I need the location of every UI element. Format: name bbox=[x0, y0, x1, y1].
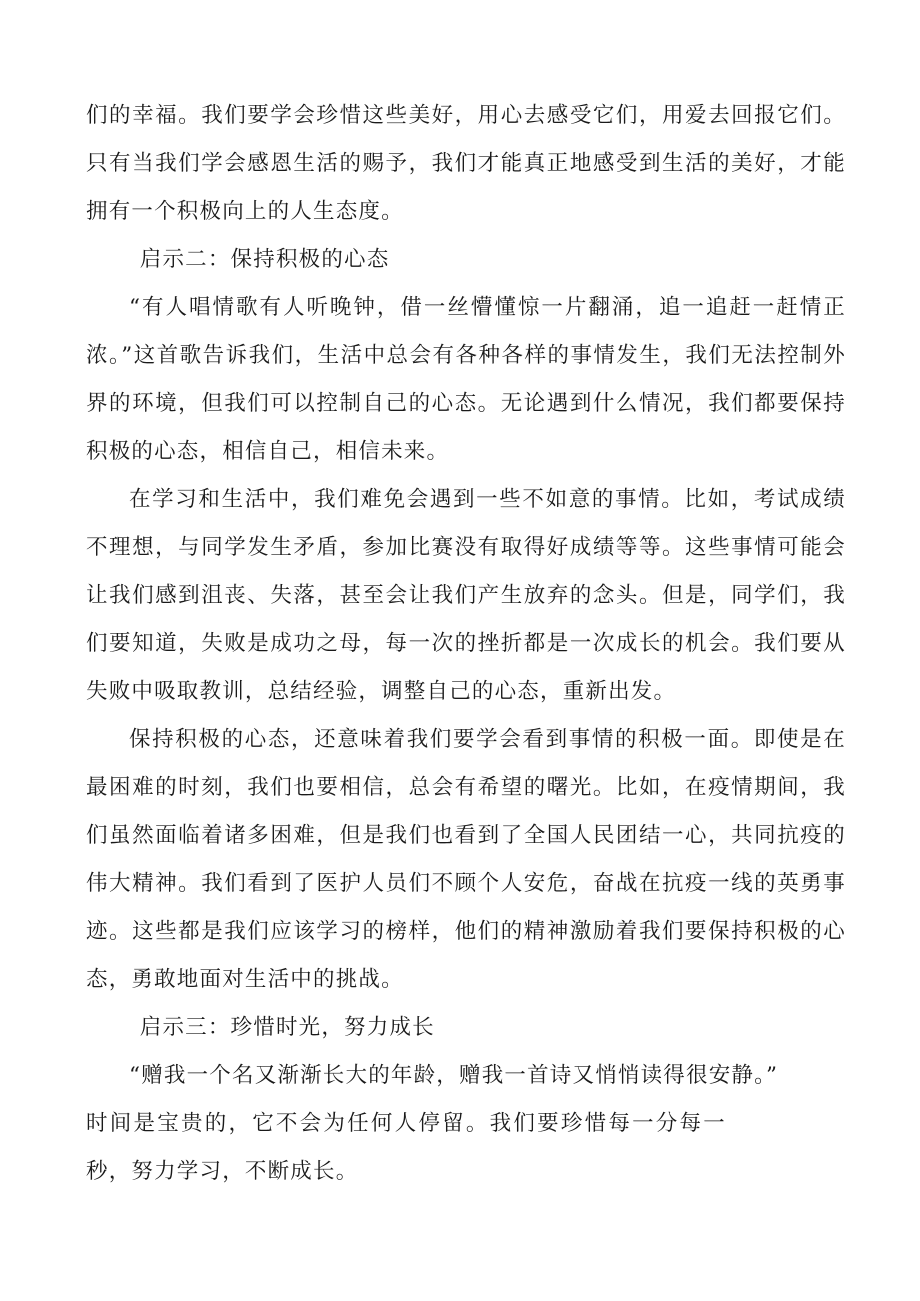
paragraph-positive-side: 保持积极的心态，还意味着我们要学会看到事情的积极一面。即使是在最困难的时刻，我们也要相信，总会有希望的曙光。比如，在疫情期间，我们虽然面临着诸多困难，但是我们也看到了全国人民团结一心，共同抗疫的伟大精神。我们看到了医护人员们不顾个人安危，奋战在抗疫一线的英勇事迹。这些都是我们应该学习的榜样，他们的精神激励着我们要保持积极的心态，勇敢地面对生活中的挑战。 bbox=[86, 727, 846, 992]
section-heading-2: 启示二：保持积极的心态 bbox=[139, 247, 390, 272]
paragraph-song-quote-1: “有人唱情歌有人听晚钟，借一丝懵懂惊一片翻涌，追一追赶一赶情正浓。”这首歌告诉我们，生活中总会有各种各样的事情发生，我们无法控制外界的环境，但我们可以控制自己的心态。无论遇到什么情况，我们都要保持积极的心态，相信自己，相信未来。 bbox=[86, 295, 846, 464]
paragraph-gratitude-end: 们的幸福。我们要学会珍惜这些美好，用心去感受它们，用爱去回报它们。只有当我们学会感恩生活的赐予，我们才能真正地感受到生活的美好，才能拥有一个积极向上的人生态度。 bbox=[86, 103, 846, 224]
document-page bbox=[86, 92, 846, 1196]
paragraph-cherish-time: 时间是宝贵的，它不会为任何人停留。我们要珍惜每一分每一秒，努力学习，不断成长。 bbox=[86, 1111, 726, 1184]
section-heading-3: 启示三：珍惜时光，努力成长 bbox=[139, 1015, 435, 1040]
paragraph-song-quote-2: “赠我一个名又渐渐长大的年龄，赠我一首诗又悄悄读得很安静。” bbox=[129, 1063, 779, 1088]
paragraph-setbacks: 在学习和生活中，我们难免会遇到一些不如意的事情。比如，考试成绩不理想，与同学发生矛盾，参加比赛没有取得好成绩等等。这些事情可能会让我们感到沮丧、失落，甚至会让我们产生放弃的念头。但是，同学们，我们要知道，失败是成功之母，每一次的挫折都是一次成长的机会。我们要从失败中吸取教训，总结经验，调整自己的心态，重新出发。 bbox=[86, 487, 846, 704]
